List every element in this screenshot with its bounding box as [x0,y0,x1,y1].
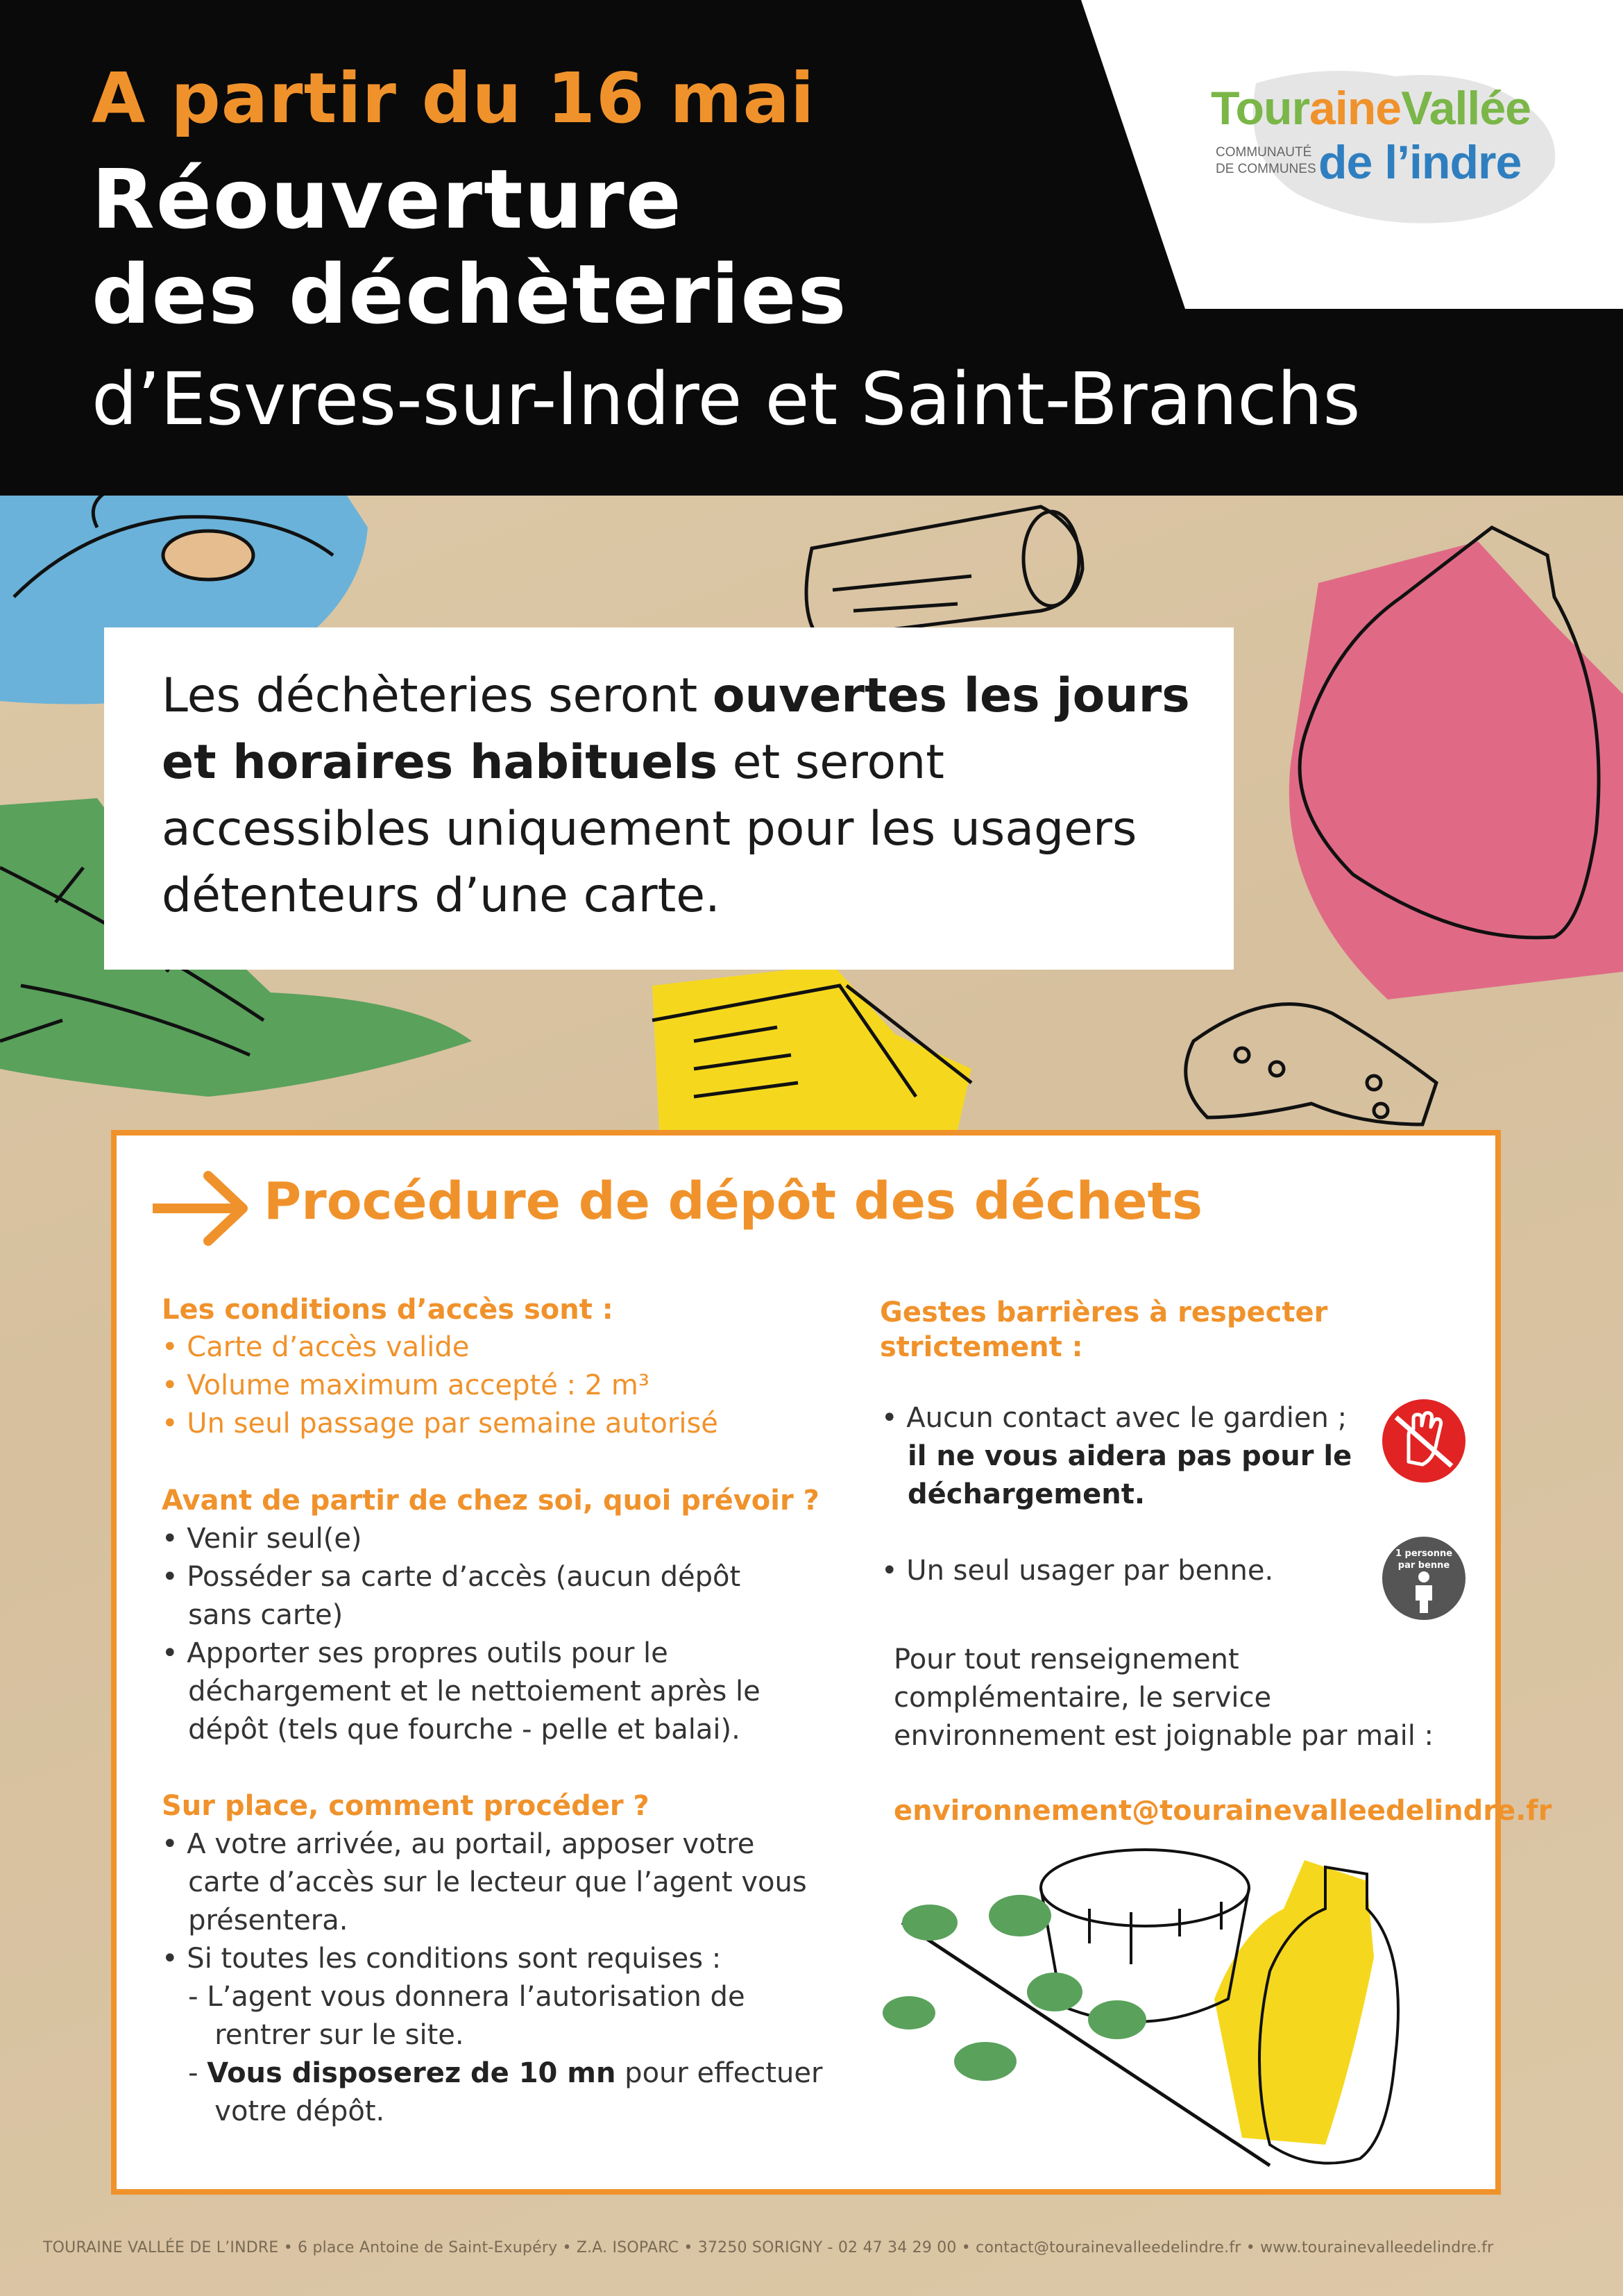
avant-line: dépôt (tels que fourche - pelle et balai). [162,1714,740,1746]
sur-place-line: - L’agent vous donnera l’autorisation de [162,1981,745,2013]
branch-illustration [883,1895,1270,2166]
sur-place-line: présentera. [162,1905,348,1936]
condition-item: • Un seul passage par semaine autorisé [162,1408,718,1440]
title-subtitle: d’Esvres-sur-Indre et Saint-Branchs [92,357,1361,441]
logo-word-2: de l’indre [1318,136,1522,189]
yellow-bottle-illustration [1214,1860,1374,2145]
sur-place-line: votre dépôt. [162,2095,385,2127]
gestes-item-2: • Un seul usager par benne. [881,1555,1274,1587]
avant-heading: Avant de partir de chez soi, quoi prévoir ? [162,1485,819,1517]
no-contact-hand-icon [1381,1398,1467,1484]
badge-label-1: 1 personne [1395,1548,1453,1559]
logo-subtitle: COMMUNAUTÉ DE COMMUNES [1216,145,1316,176]
avant-line: sans carte) [162,1599,343,1631]
sur-place-line-last: - Vous disposerez de 10 mn pour effectuer [162,2057,823,2089]
procedure-title: Procédure de dépôt des déchets [264,1172,1203,1231]
conditions-heading: Les conditions d’accès sont : [162,1294,613,1326]
avant-line: • Venir seul(e) [162,1523,362,1555]
sur-place-line: • Si toutes les conditions sont requises : [162,1943,722,1975]
iron-knob [163,531,253,580]
contact-line: Pour tout renseignement [894,1644,1239,1675]
controller-illustration [1186,1004,1436,1124]
intro-text: Les déchèteries seront ouvertes les jours et horaires habituels et seront accessibles uniquement pour les usagers détenteurs d’une carte. [162,668,1190,923]
sur-place-heading: Sur place, comment procéder ? [162,1790,649,1822]
recycling-illustration [881,1832,1478,2193]
title-line-2: des déchèteries [92,246,848,342]
gestes-item-1-bold-2: déchargement. [908,1478,1146,1510]
title-line-1: Réouverture [92,151,683,247]
gestes-heading-2: strictement : [880,1331,1083,1363]
log-illustration [806,507,1082,639]
gestes-item-1: • Aucun contact avec le gardien ; [881,1402,1348,1434]
avant-line: déchargement et le nettoiement après le [162,1675,760,1707]
contact-email-link[interactable]: environnement@tourainevalleedelindre.fr [894,1795,1552,1827]
gestes-heading: Gestes barrières à respecter [880,1297,1328,1328]
logo-word-1: TouraineVallée [1211,82,1531,135]
avant-line: • Posséder sa carte d’accès (aucun dépôt [162,1561,741,1593]
sur-place-line: carte d’accès sur le lecteur que l’agent vous [162,1866,807,1898]
condition-item: • Carte d’accès valide [162,1331,470,1363]
date-heading: A partir du 16 mai [92,58,815,139]
contact-line: environnement est joignable par mail : [894,1720,1434,1752]
sur-place-line: rentrer sur le site. [162,2019,464,2051]
arrow-right-icon [153,1170,257,1247]
footer: TOURAINE VALLÉE DE L’INDRE • 6 place Antoine de Saint-Exupéry • Z.A. ISOPARC • 37250 SORIGNY - 02 47 34 29 00 • contact@tourainevalleedelindre.fr • www.tourainevalleedelindre.fr [43,2239,1494,2256]
gestes-item-1-bold: il ne vous aidera pas pour le [908,1440,1352,1472]
avant-line: • Apporter ses propres outils pour le [162,1637,668,1669]
contact-line: complémentaire, le service [894,1682,1272,1714]
sur-place-line: • A votre arrivée, au portail, apposer votre [162,1828,755,1860]
pink-bottle-illustration [1289,541,1623,999]
badge-label-2: par benne [1397,1560,1450,1571]
one-person-icon [1381,1535,1467,1621]
condition-item: • Volume maximum accepté : 2 m³ [162,1369,649,1401]
